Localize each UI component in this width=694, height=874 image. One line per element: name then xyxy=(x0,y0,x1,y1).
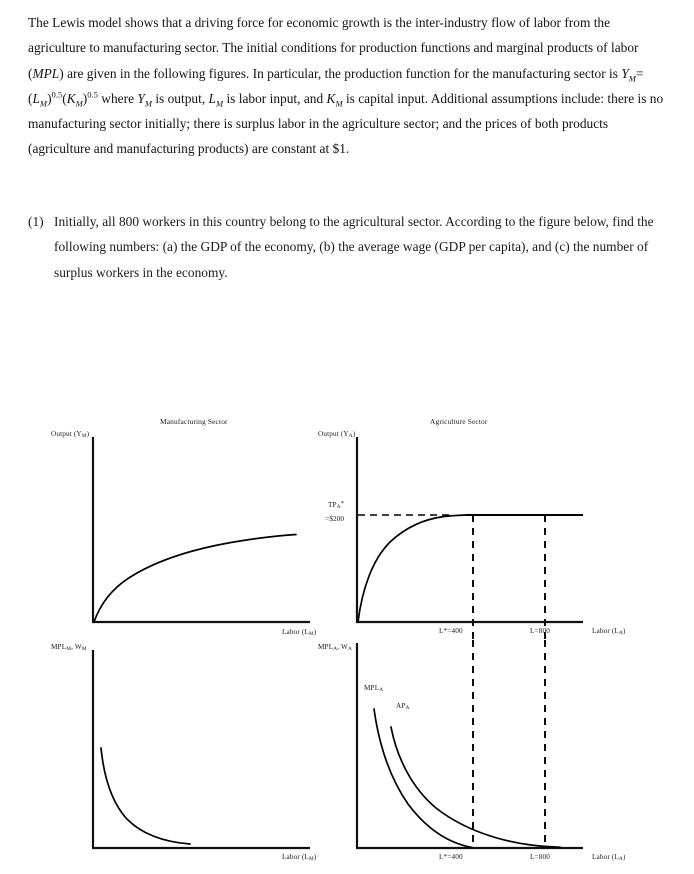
tp-a-star-value-label: =$200 xyxy=(325,515,345,523)
subscript-m-1: M xyxy=(66,646,72,653)
axis-label-labor-la-bottom xyxy=(592,853,626,861)
tick-label-l-800-bottom: L=800 xyxy=(530,853,550,861)
tp-m-curve xyxy=(94,535,296,623)
w-m-text: , W xyxy=(71,643,82,651)
subscript-a: A xyxy=(618,630,623,637)
chart-manufacturing-mpl xyxy=(92,650,310,848)
subscript-m: M xyxy=(81,433,87,440)
axis-label-labor-la-text: Labor (L xyxy=(592,627,619,635)
paren-close: ) xyxy=(86,430,90,438)
subscript-a: A xyxy=(348,433,353,440)
axis-label-output-ym-text: Output (Y xyxy=(51,430,82,438)
axis-label-labor-lm-top xyxy=(282,628,316,636)
axis-label-mpl-a-w-a xyxy=(318,643,352,651)
question-item-1 xyxy=(28,209,668,285)
chart-agriculture-mpl-apl xyxy=(356,640,583,848)
mpl-a-text: MPL xyxy=(318,643,334,651)
document-text-block xyxy=(28,10,668,162)
axis-label-output-ya xyxy=(318,430,355,438)
tick-label-l-800-top: L=800 xyxy=(530,627,550,635)
paren-close: ) xyxy=(622,627,626,635)
curve-label-ap-a xyxy=(396,702,410,710)
axis-label-labor-lm-text: Labor (L xyxy=(282,628,309,636)
tp-a-star-text: TP xyxy=(328,501,337,509)
subscript-a-1: A xyxy=(333,646,338,653)
subscript-a: A xyxy=(379,687,384,694)
axis-label-output-ym xyxy=(51,430,89,438)
paren-close: ) xyxy=(352,430,356,438)
chart-manufacturing-total-product xyxy=(92,437,310,622)
intro-paragraph: The Lewis model shows that a driving force for economic growth is the inter-industry flow of labor from the agriculture to manufacturing sector. The initial conditions for production functions and marginal products of labor (MPL) are given in the following figures. In particular, the production function for the manufacturing sector is $Y_M= (L_M)^{0.5}(K_M)^{0.5}$ where $Y_M$ is output, $L_M$ is labor input, and $K_M$ is capital input. Additional assumptions include: there is no manufacturing sector initially; there is surplus labor in the agriculture sector; and the prices of both products (agriculture and manufacturing products) are constant at $1. xyxy=(28,15,664,157)
subscript-a-2: A xyxy=(347,646,352,653)
chart-agriculture-total-product xyxy=(356,437,583,640)
axis-label-labor-la-top xyxy=(592,627,626,635)
star-superscript: * xyxy=(340,499,345,507)
axis-label-labor-la-text: Labor (L xyxy=(592,853,619,861)
mpl-m-curve xyxy=(101,748,190,844)
mpl-a-curve xyxy=(374,709,472,848)
curve-label-mpl-a xyxy=(364,684,383,692)
paren-close: ) xyxy=(622,853,626,861)
agriculture-sector-title: Agriculture Sector xyxy=(430,417,488,426)
manufacturing-sector-title: Manufacturing Sector xyxy=(160,417,228,426)
subscript-m-2: M xyxy=(81,646,87,653)
tick-label-l-star-400-top: L*=400 xyxy=(439,627,463,635)
ap-a-curve xyxy=(391,727,560,847)
mpl-m-text: MPL xyxy=(51,643,67,651)
axis-label-output-ya-text: Output (Y xyxy=(318,430,349,438)
four-panel-figure xyxy=(0,400,694,874)
curve-label-mpl-a-text: MPL xyxy=(364,684,380,692)
question-marker: (1) xyxy=(28,214,44,229)
subscript-a: A xyxy=(405,705,410,712)
axis-label-mpl-m-w-m xyxy=(51,643,87,651)
subscript-m: M xyxy=(308,631,314,638)
subscript-a: A xyxy=(618,856,623,863)
axis-label-labor-lm-text: Labor (L xyxy=(282,853,309,861)
axis-label-labor-lm-bottom xyxy=(282,853,316,861)
curve-label-ap-a-text: AP xyxy=(396,702,406,710)
w-a-text: , W xyxy=(337,643,348,651)
paren-close: ) xyxy=(313,853,317,861)
subscript-a: A xyxy=(336,504,341,511)
tp-a-star-label xyxy=(328,501,344,509)
subscript-m: M xyxy=(308,856,314,863)
paren-close: ) xyxy=(313,628,317,636)
tp-a-curve xyxy=(358,515,467,622)
tick-label-l-star-400-bottom: L*=400 xyxy=(439,853,463,861)
figures-container xyxy=(0,400,694,874)
question-text: Initially, all 800 workers in this country belong to the agricultural sector. According to the figure below, find the following numbers: (a) the GDP of the economy, (b) the average wage (GDP per capita), and (c) the number of surplus workers in the economy. xyxy=(54,214,654,280)
